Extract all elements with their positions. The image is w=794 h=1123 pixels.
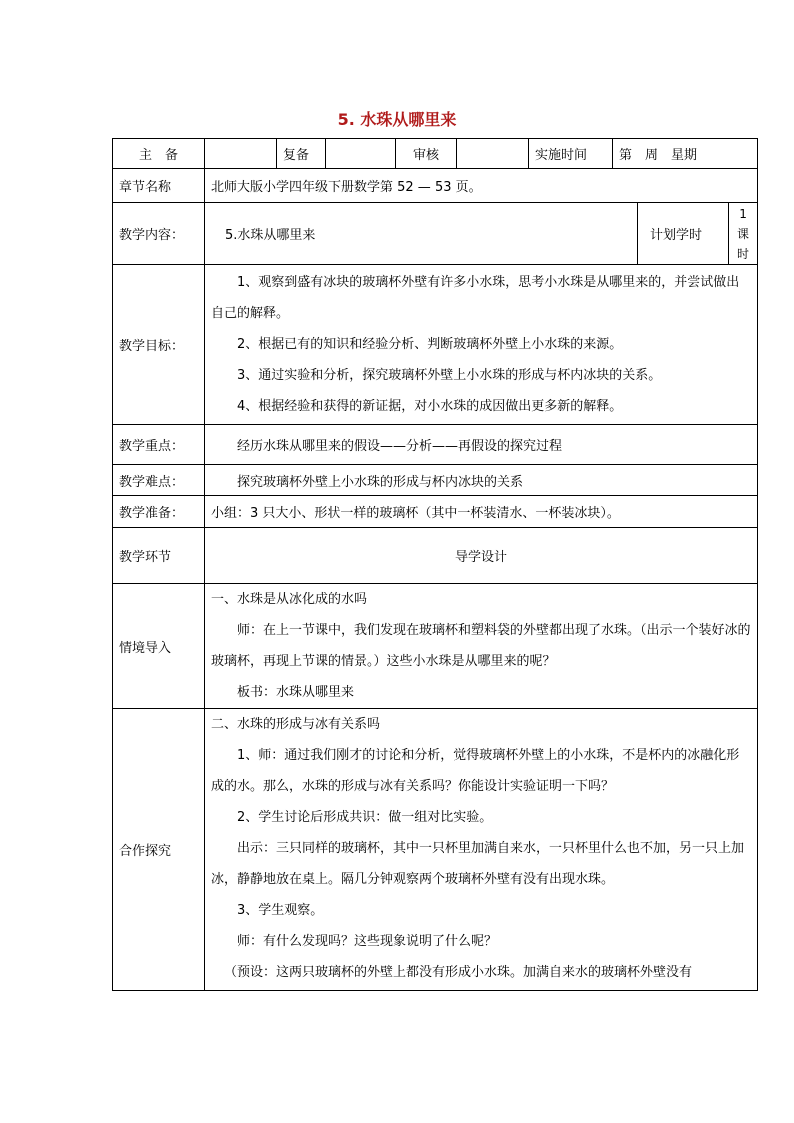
explore-line: 1、师：通过我们刚才的讨论和分析，觉得玻璃杯外壁上的小水珠，不是杯内的冰融化形成的水。那么，水珠的形成与冰有关系吗？你能设计实验证明一下吗？ (211, 748, 740, 794)
time-label: 实施时间 (529, 139, 613, 169)
preparation-value: 小组：3 只大小、形状一样的玻璃杯（其中一杯装清水、一杯装冰块）。 (205, 496, 758, 528)
explore-line: 3、学生观察。 (237, 903, 324, 918)
preparation-label: 教学准备： (113, 496, 205, 528)
goal-item: 1、观察到盛有冰块的玻璃杯外壁有许多小水珠，思考小水珠是从哪里来的，并尝试做出自己的解释。 (211, 275, 740, 321)
header-row (113, 139, 758, 169)
explore-row (113, 709, 758, 991)
review1-value (326, 139, 396, 169)
section-label: 教学环节 (113, 528, 205, 584)
intro-row (113, 584, 758, 709)
explore-heading: 二、水珠的形成与冰有关系吗 (211, 717, 381, 732)
explore-line: 2、学生讨论后形成共识：做一组对比实验。 (237, 810, 493, 825)
goals-row (113, 265, 758, 425)
plan-value: 1课时 (729, 203, 758, 265)
review1-label: 复备 (277, 139, 326, 169)
chapter-row (113, 169, 758, 203)
explore-label: 合作探究 (113, 709, 205, 991)
key-point-label: 教学重点： (113, 425, 205, 465)
intro-content (205, 584, 758, 709)
chapter-value: 北师大版小学四年级下册数学第 52 — 53 页。 (205, 169, 758, 203)
content-label: 教学内容： (113, 203, 205, 265)
difficulty-row (113, 465, 758, 496)
section-header-row (113, 528, 758, 584)
page-title: 5. 水珠从哪里来 (337, 110, 457, 129)
preparation-row (113, 496, 758, 528)
prep-value (205, 139, 277, 169)
intro-heading: 一、水珠是从冰化成的水吗 (211, 592, 368, 607)
lesson-plan-table (112, 138, 758, 991)
time-value: 第 周 星期 (613, 139, 758, 169)
intro-line: 板书：水珠从哪里来 (237, 685, 355, 700)
explore-content (205, 709, 758, 991)
explore-line: 师：有什么发现吗？这些现象说明了什么呢？ (237, 934, 498, 949)
review2-value (457, 139, 529, 169)
key-point-row (113, 425, 758, 465)
goal-item: 4、根据经验和获得的新证据，对小水珠的成因做出更多新的解释。 (237, 399, 623, 414)
goals-label: 教学目标： (113, 265, 205, 425)
difficulty-label: 教学难点： (113, 465, 205, 496)
section-value: 导学设计 (205, 528, 758, 584)
plan-label: 计划学时 (638, 203, 729, 265)
content-value: 5.水珠从哪里来 (205, 203, 638, 265)
explore-line: （预设：这两只玻璃杯的外壁上都没有形成小水珠。加满自来水的玻璃杯外壁没有 (224, 965, 693, 980)
intro-label: 情境导入 (113, 584, 205, 709)
chapter-label: 章节名称 (113, 169, 205, 203)
goal-item: 2、根据已有的知识和经验分析、判断玻璃杯外壁上小水珠的来源。 (237, 337, 623, 352)
prep-label: 主 备 (113, 139, 205, 169)
intro-line: 师：在上一节课中，我们发现在玻璃杯和塑料袋的外壁都出现了水珠。（出示一个装好冰的玻璃杯，再现上节课的情景。）这些小水珠是从哪里来的呢？ (211, 623, 751, 669)
difficulty-value: 探究玻璃杯外壁上小水珠的形成与杯内冰块的关系 (205, 465, 758, 496)
goals-content (205, 265, 758, 425)
goal-item: 3、通过实验和分析，探究玻璃杯外壁上小水珠的形成与杯内冰块的关系。 (237, 368, 662, 383)
key-point-value: 经历水珠从哪里来的假设——分析——再假设的探究过程 (205, 425, 758, 465)
content-row (113, 203, 758, 265)
explore-line: 出示：三只同样的玻璃杯，其中一只杯里加满自来水，一只杯里什么也不加，另一只上加冰，静静地放在桌上。隔几分钟观察两个玻璃杯外壁有没有出现水珠。 (211, 841, 745, 887)
review2-label: 审核 (396, 139, 457, 169)
